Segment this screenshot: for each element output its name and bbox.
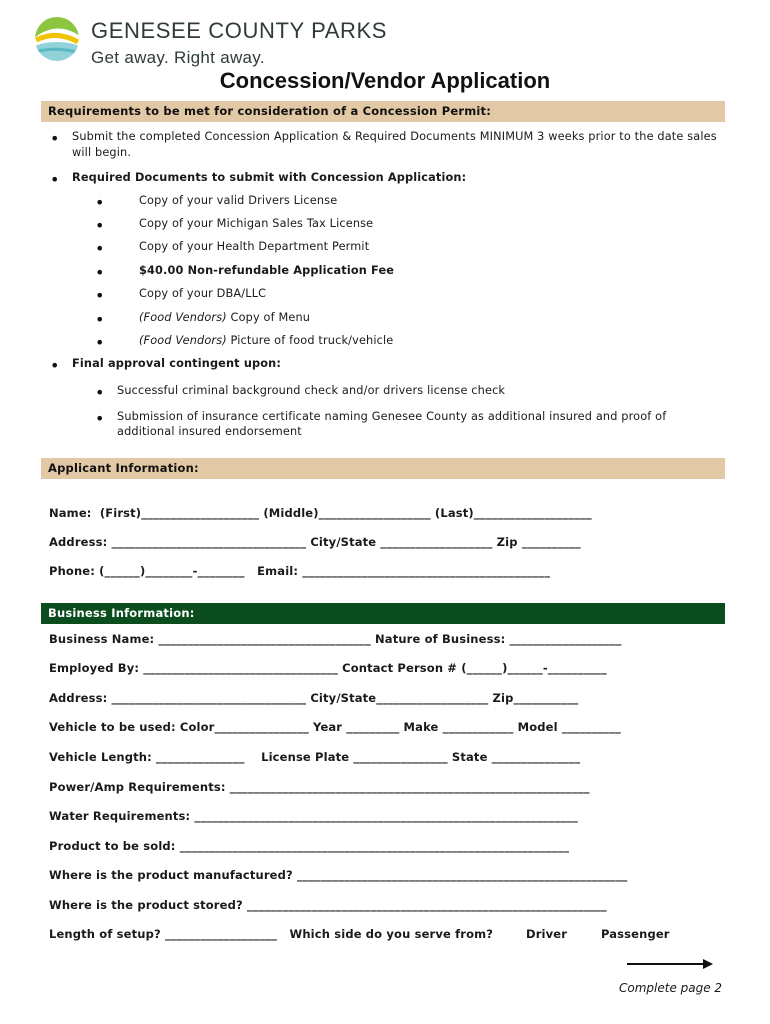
submit-instructions-cont: will begin.	[72, 146, 132, 159]
power-label: Power/Amp Requirements:	[49, 780, 230, 794]
bullet-icon: •	[95, 409, 105, 428]
bullet-icon: •	[95, 239, 105, 258]
required-docs-heading: Required Documents to submit with Concession Application:	[72, 171, 467, 184]
email-label: Email:	[244, 564, 303, 578]
model-field[interactable]: __________	[561, 720, 621, 734]
power-field[interactable]: _____________________________________________________________	[229, 780, 590, 794]
doc-item	[139, 333, 393, 348]
vehicle-length-row	[49, 750, 580, 764]
vehicle-row	[49, 720, 621, 734]
next-page-note: Complete page 2	[619, 981, 723, 995]
bullet-icon: •	[95, 216, 105, 235]
doc-item: Copy of your DBA/LLC	[139, 287, 267, 300]
employed-by-field[interactable]: _________________________________	[143, 661, 338, 675]
parks-logo-icon	[34, 16, 80, 62]
approval-item: Submission of insurance certificate naming Genesee County as additional insured and proof of	[117, 410, 667, 423]
setup-length-label: Length of setup?	[49, 927, 165, 941]
model-label: Model	[513, 720, 562, 734]
nature-label: Nature of Business:	[370, 632, 510, 646]
vehicle-length-field[interactable]: _______________	[156, 750, 245, 764]
business-city-state-label: City/State	[306, 691, 377, 705]
phone-label: Phone:	[49, 564, 100, 578]
business-city-state-field[interactable]: ___________________	[376, 691, 489, 705]
serve-side-label: Which side do you serve from?	[277, 927, 494, 941]
food-vendors-label: (Food Vendors)	[139, 334, 227, 347]
setup-row	[49, 927, 493, 941]
email-field[interactable]: __________________________________________	[302, 564, 551, 578]
address-field[interactable]: _________________________________	[111, 535, 307, 549]
arrow-right-icon	[627, 957, 713, 971]
license-plate-label: License Plate	[244, 750, 354, 764]
bullet-icon: •	[50, 170, 60, 189]
contact-row	[49, 564, 550, 578]
first-name-field[interactable]: ____________________	[141, 506, 260, 520]
requirements-heading: Requirements to be met for consideration of a Concession Permit:	[41, 101, 725, 122]
bullet-icon: •	[95, 286, 105, 305]
doc-item: Copy of your Health Department Permit	[139, 240, 370, 253]
business-address-label: Address:	[49, 691, 112, 705]
manufactured-row	[49, 868, 627, 882]
zip-label: Zip	[492, 535, 522, 549]
state-field[interactable]: _______________	[491, 750, 581, 764]
nature-field[interactable]: ___________________	[509, 632, 622, 646]
doc-item-text: Picture of food truck/vehicle	[230, 334, 394, 347]
license-plate-field[interactable]: ________________	[353, 750, 448, 764]
stored-label: Where is the product stored?	[49, 898, 247, 912]
make-field[interactable]: ____________	[442, 720, 514, 734]
business-zip-label: Zip	[488, 691, 514, 705]
page-title: Concession/Vendor Application	[219, 68, 551, 93]
vehicle-color-field[interactable]: ________________	[214, 720, 309, 734]
business-address-field[interactable]: _________________________________	[111, 691, 307, 705]
bullet-icon: •	[95, 263, 105, 282]
product-sold-label: Product to be sold:	[49, 839, 180, 853]
bullet-icon: •	[95, 333, 105, 352]
city-state-field[interactable]: ___________________	[380, 535, 493, 549]
product-sold-row	[49, 839, 569, 853]
vehicle-color-label: Vehicle to be used: Color	[49, 720, 215, 734]
food-vendors-label: (Food Vendors)	[139, 311, 227, 324]
bullet-icon: •	[50, 356, 60, 375]
year-label: Year	[308, 720, 347, 734]
state-label: State	[447, 750, 492, 764]
doc-item: Copy of your Michigan Sales Tax License	[139, 217, 374, 230]
approval-item-cont: additional insured endorsement	[117, 425, 302, 438]
first-name-label: Name: (First)	[49, 506, 142, 520]
approval-heading: Final approval contingent upon:	[72, 357, 282, 370]
doc-item-fee: $40.00 Non-refundable Application Fee	[139, 264, 395, 277]
tagline: Get away. Right away.	[91, 48, 265, 67]
address-row	[49, 535, 581, 549]
bullet-icon: •	[95, 193, 105, 212]
product-sold-field[interactable]: __________________________________________________________________	[179, 839, 570, 853]
driver-option[interactable]: Driver	[526, 927, 568, 941]
address-label: Address:	[49, 535, 112, 549]
name-row	[49, 506, 592, 520]
bullet-icon: •	[50, 129, 60, 148]
passenger-option[interactable]: Passenger	[601, 927, 670, 941]
city-state-label: City/State	[306, 535, 381, 549]
business-name-row	[49, 632, 622, 646]
stored-field[interactable]: _____________________________________________________________	[246, 898, 607, 912]
manufactured-field[interactable]: ________________________________________________________	[296, 868, 628, 882]
water-field[interactable]: _________________________________________________________________	[194, 809, 578, 823]
bullet-icon: •	[95, 310, 105, 329]
middle-name-field[interactable]: ___________________	[318, 506, 431, 520]
applicant-info-heading: Applicant Information:	[41, 458, 725, 479]
stored-row	[49, 898, 607, 912]
business-info-heading: Business Information:	[41, 603, 725, 624]
phone-field[interactable]: (______)________-________	[99, 564, 245, 578]
employer-row	[49, 661, 607, 675]
approval-item: Successful criminal background check and/or drivers license check	[117, 384, 506, 397]
vehicle-length-label: Vehicle Length:	[49, 750, 156, 764]
water-label: Water Requirements:	[49, 809, 195, 823]
doc-item	[139, 310, 310, 325]
genesee-county-parks-logo	[34, 16, 388, 72]
power-row	[49, 780, 590, 794]
business-zip-field[interactable]: ___________	[513, 691, 579, 705]
bullet-icon: •	[95, 383, 105, 402]
make-label: Make	[399, 720, 443, 734]
business-name-field[interactable]: ____________________________________	[158, 632, 371, 646]
employed-by-label: Employed By:	[49, 661, 144, 675]
year-field[interactable]: _________	[346, 720, 400, 734]
doc-item-text: Copy of Menu	[230, 311, 311, 324]
water-row	[49, 809, 578, 823]
business-address-row	[49, 691, 578, 705]
submit-instructions: Submit the completed Concession Application & Required Documents MINIMUM 3 weeks prior to the date sales	[72, 130, 717, 143]
contact-person-label: Contact Person #	[337, 661, 462, 675]
manufactured-label: Where is the product manufactured?	[49, 868, 297, 882]
last-name-field[interactable]: ____________________	[473, 506, 592, 520]
setup-length-field[interactable]: ___________________	[164, 927, 278, 941]
middle-name-label: (Middle)	[259, 506, 319, 520]
doc-item: Copy of your valid Drivers License	[139, 194, 338, 207]
org-name: GENESEE COUNTY PARKS	[91, 18, 388, 43]
zip-field[interactable]: __________	[521, 535, 581, 549]
business-name-label: Business Name:	[49, 632, 159, 646]
contact-person-field[interactable]: (______)______-__________	[461, 661, 607, 675]
last-name-label: (Last)	[430, 506, 474, 520]
